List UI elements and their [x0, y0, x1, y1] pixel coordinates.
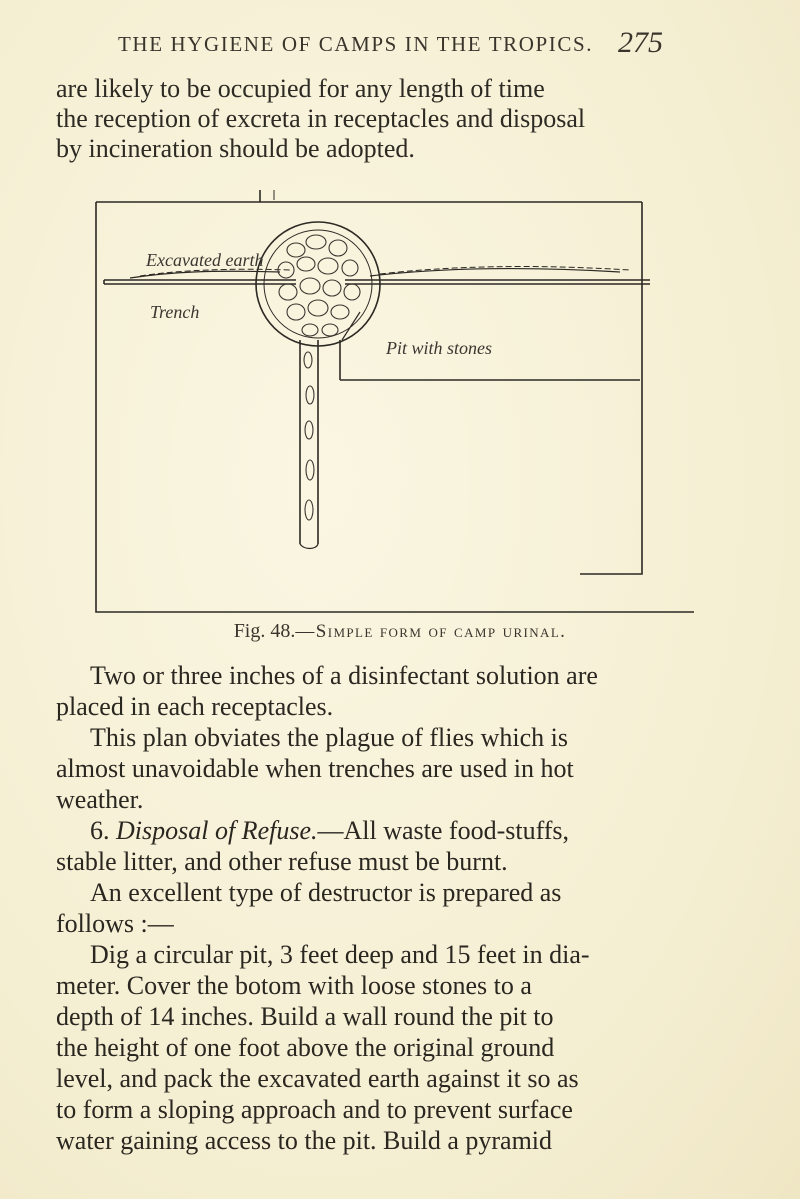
text-line: stable litter, and other refuse must be burnt.: [56, 847, 508, 876]
text-line: An excellent type of destructor is prepared as: [90, 878, 562, 907]
text-line: This plan obviates the plague of flies which is: [90, 723, 569, 752]
page-header: [0, 26, 800, 66]
urinal-figure: [60, 180, 760, 620]
intro-paragraph: [56, 74, 756, 164]
text-line: to form a sloping approach and to prevent surface: [56, 1095, 573, 1124]
caption-number: Fig. 48.: [233, 620, 296, 642]
section-lead: —All waste food-stuffs,: [317, 816, 570, 845]
text-line: Dig a circular pit, 3 feet deep and 15 feet in dia-: [90, 940, 590, 969]
label-pit: Pit with stones: [386, 338, 493, 358]
text-line: the height of one foot above the original ground: [56, 1033, 555, 1062]
label-excavated-earth: Excavated earth: [146, 250, 264, 270]
caption-title: —Simple form of camp urinal.: [295, 621, 567, 642]
text-line: almost unavoidable when trenches are used in hot: [56, 754, 574, 783]
section-heading-line: [56, 815, 756, 846]
text-line: depth of 14 inches. Build a wall round the pit to: [56, 1002, 554, 1031]
figure-caption: [0, 620, 800, 643]
text-line: the reception of excreta in receptacles and disposal: [56, 104, 586, 133]
running-title: THE HYGIENE OF CAMPS IN THE TROPICS.: [118, 32, 594, 56]
text-line: meter. Cover the botom with loose stones to a: [56, 971, 532, 1000]
page-number: 275: [618, 26, 663, 59]
text-line: are likely to be occupied for any length of time: [56, 74, 545, 103]
label-trench: Trench: [150, 302, 200, 322]
text-line: level, and pack the excavated earth against it so as: [56, 1064, 579, 1093]
section-heading: Disposal of Refuse.: [116, 816, 318, 845]
text-line: weather.: [56, 785, 144, 814]
text-line: by incineration should be adopted.: [56, 134, 415, 163]
urinal-diagram: [60, 180, 760, 620]
text-line: placed in each receptacles.: [56, 692, 334, 721]
body-text: [56, 660, 756, 1156]
text-line: follows :—: [56, 909, 174, 938]
text-line: Two or three inches of a disinfectant solution are: [90, 661, 598, 690]
section-number: 6.: [90, 816, 110, 845]
text-line: water gaining access to the pit. Build a pyramid: [56, 1126, 553, 1155]
